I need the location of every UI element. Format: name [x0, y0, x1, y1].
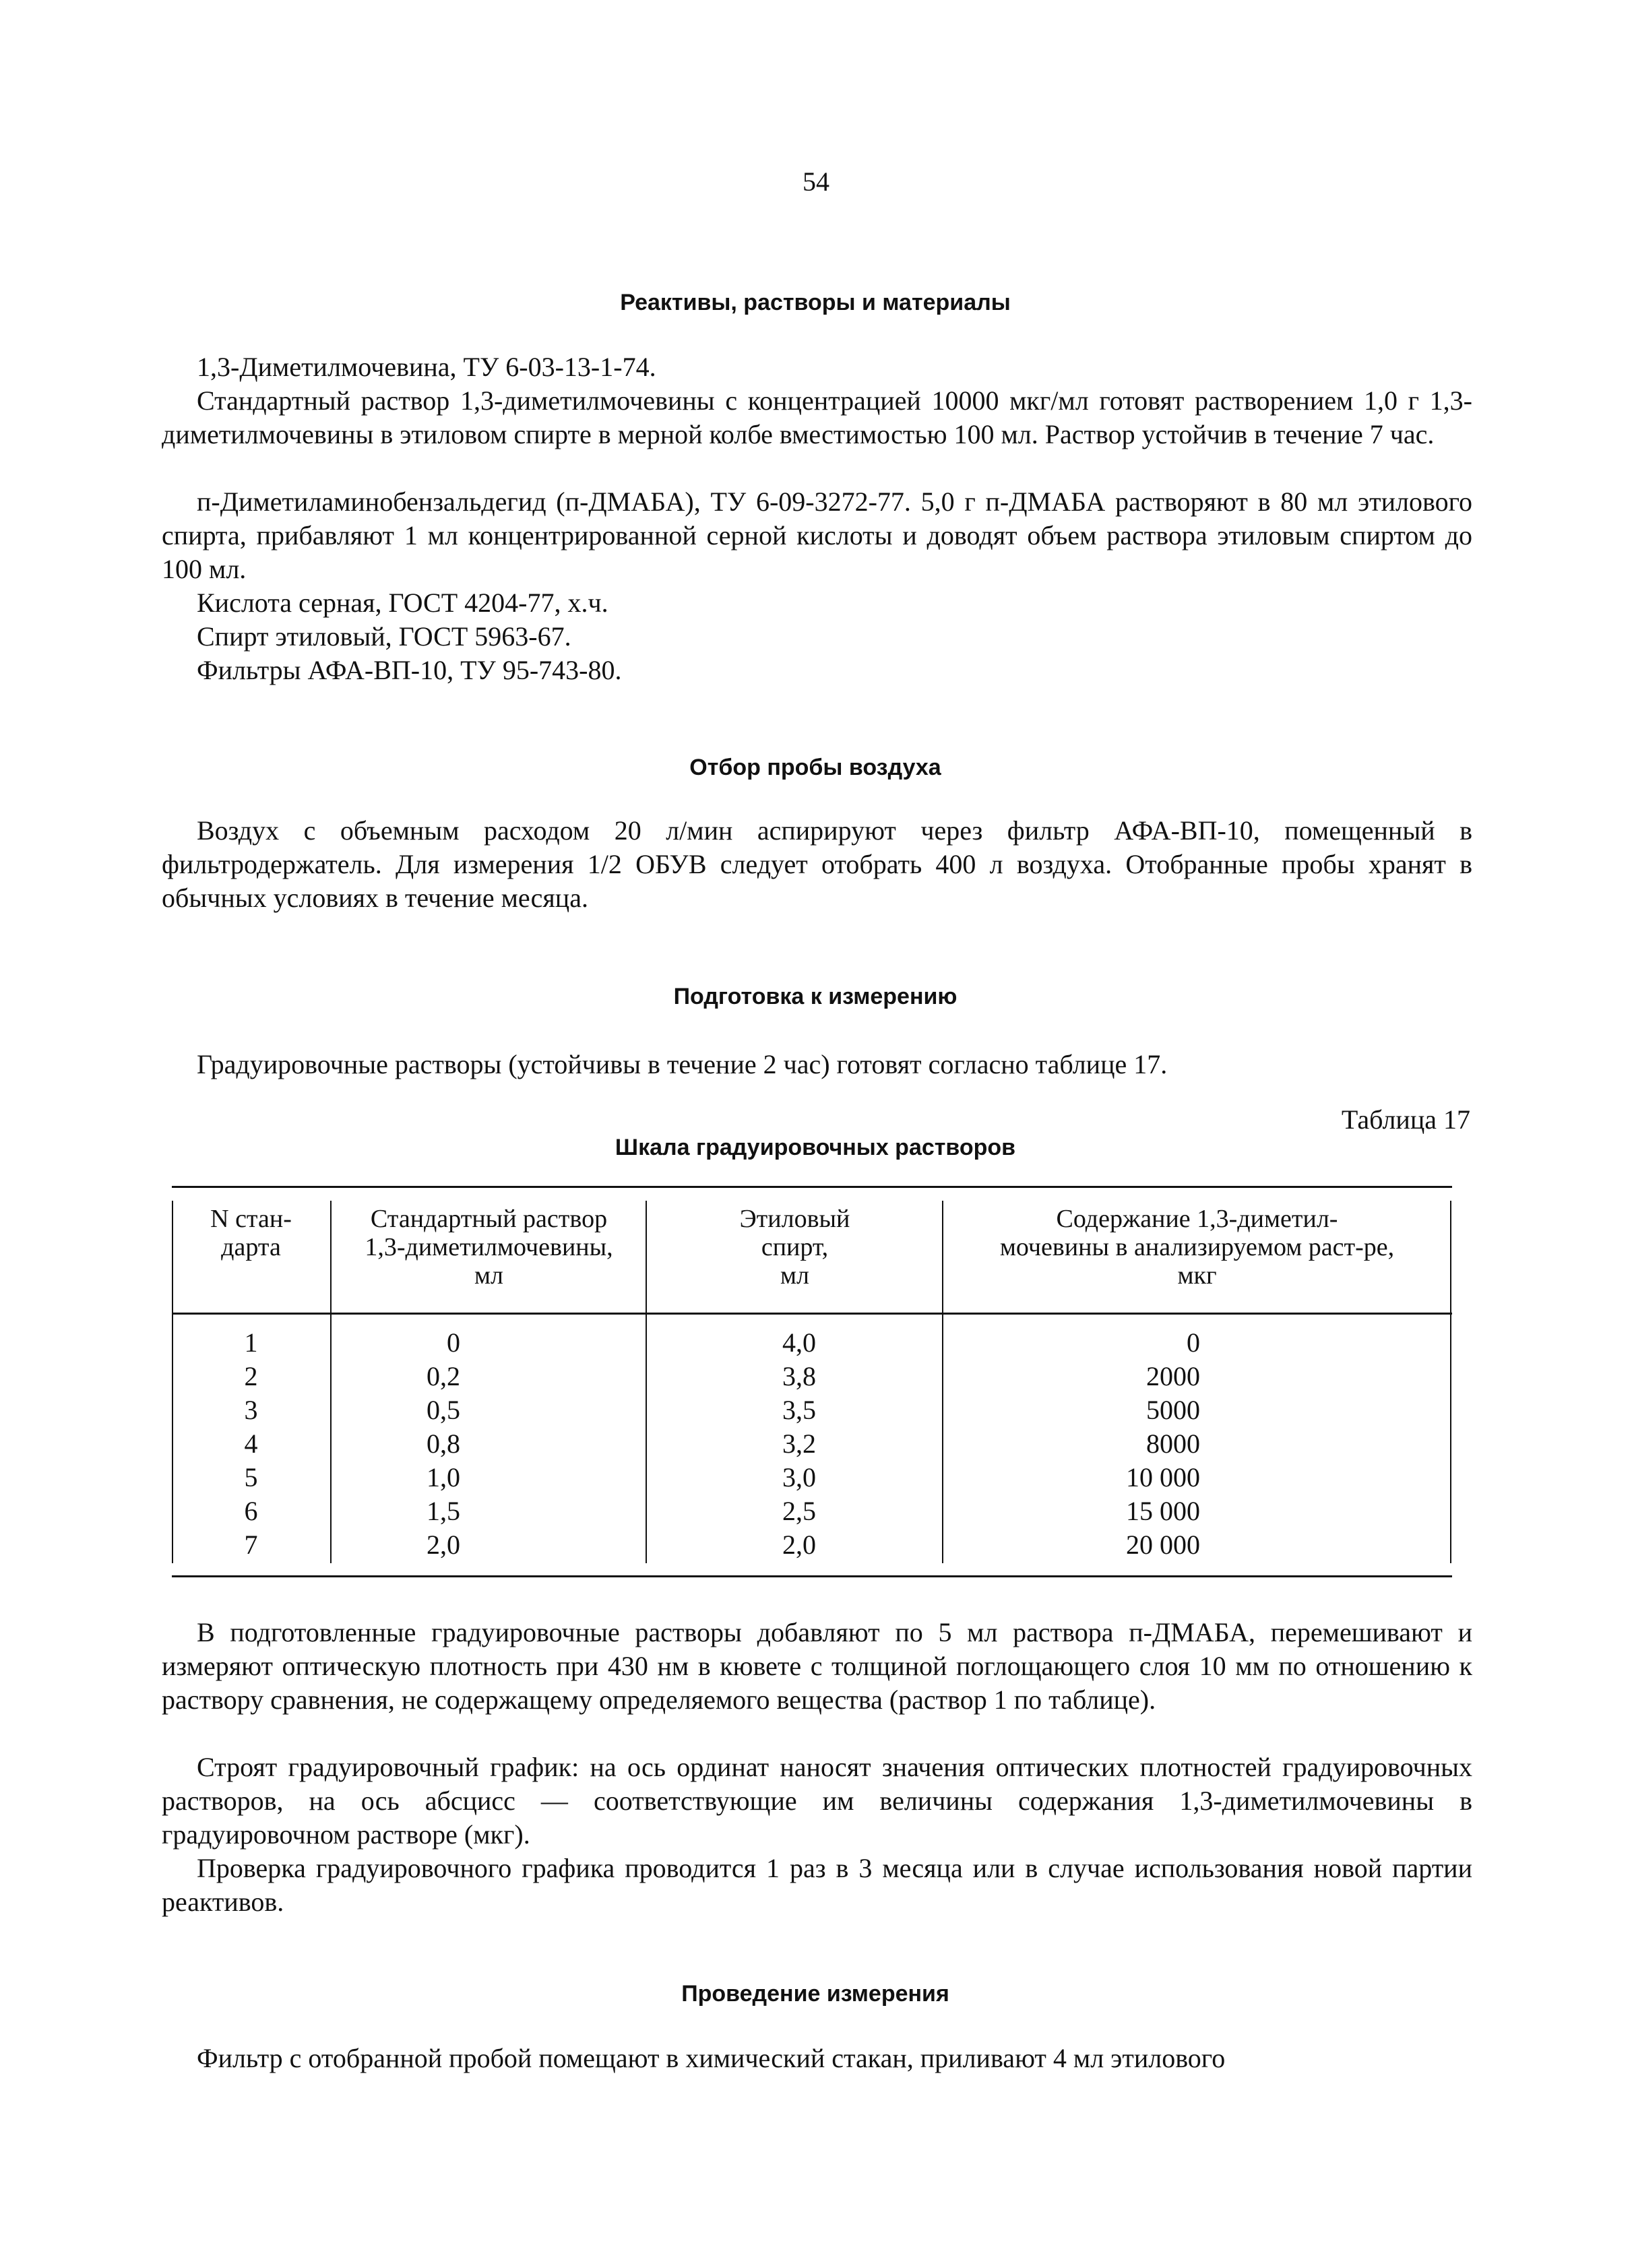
table-cell: 1 [244, 1327, 258, 1358]
table-cell: 0,8 [427, 1428, 460, 1459]
table-header-rule [172, 1313, 1452, 1315]
table-cell: 5 [244, 1462, 258, 1492]
preparation-paragraph: Градуировочные растворы (устойчивы в течение 2 час) готовят согласно таблице 17. [197, 1049, 1168, 1079]
table-cell: 5000 [1146, 1395, 1200, 1425]
table-header-cell: Содержание 1,3-диметил- мочевины в анализируемом раст-ре, мкг [999, 1205, 1395, 1290]
reagent-line: Кислота серная, ГОСТ 4204-77, х.ч. [197, 588, 608, 618]
reagent-line: 1,3-Диметилмочевина, ТУ 6-03-13-1-74. [197, 352, 656, 382]
table-header-cell: Этиловый спирт, мл [739, 1205, 850, 1290]
table-cell: 3,0 [782, 1462, 816, 1492]
table-cell: 2000 [1146, 1361, 1200, 1391]
table-title: Шкала градуировочных растворов [615, 1135, 1016, 1160]
table-header-cell: N стан- дарта [210, 1205, 292, 1261]
table-cell: 3 [244, 1395, 258, 1425]
table-border-right [1450, 1201, 1451, 1563]
table-divider [942, 1201, 943, 1563]
section-heading-measurement: Проведение измерения [681, 1981, 949, 2007]
table-bottom-rule [172, 1575, 1452, 1577]
table-cell: 1,0 [427, 1462, 460, 1492]
table-cell: 3,8 [782, 1361, 816, 1391]
table-cell: 3,5 [782, 1395, 816, 1425]
table-cell: 0,2 [427, 1361, 460, 1391]
reagent-paragraph: п-Диметиламинобензальдегид (п-ДМАБА), ТУ 6-09-3272-77. 5,0 г п-ДМАБА растворяют в 80 мл этилового спирта, прибавляют 1 мл концентрированной серной кислоты и доводят объем раствора этиловым спиртом до 100 мл. [162, 486, 1472, 584]
table-cell: 2 [244, 1361, 258, 1391]
procedure-paragraph: В подготовленные градуировочные растворы добавляют по 5 мл раствора п-ДМАБА, перемешивают и измеряют оптическую плотность при 430 нм в кювете с толщиной поглощающего слоя 10 мм по отношению к раствору сравнения, не содержащему определяемого вещества (раствор 1 по таблице). [162, 1617, 1472, 1715]
table-cell: 1,5 [427, 1496, 460, 1526]
table-label: Таблица 17 [1341, 1104, 1470, 1135]
table-cell: 2,0 [782, 1530, 816, 1560]
section-heading-reagents: Реактивы, растворы и материалы [620, 290, 1011, 315]
table-cell: 6 [244, 1496, 258, 1526]
table-cell: 3,2 [782, 1428, 816, 1459]
table-divider [646, 1201, 647, 1563]
table-divider [330, 1201, 332, 1563]
page-number: 54 [803, 166, 829, 197]
table-cell: 0,5 [427, 1395, 460, 1425]
table-cell: 15 000 [1126, 1496, 1200, 1526]
section-heading-preparation: Подготовка к измерению [673, 984, 958, 1009]
table-cell: 7 [244, 1530, 258, 1560]
table-cell: 0 [1187, 1327, 1200, 1358]
table-header-cell: Стандартный раствор 1,3-диметилмочевины, мл [365, 1205, 613, 1290]
table-cell: 2,5 [782, 1496, 816, 1526]
sampling-paragraph: Воздух с объемным расходом 20 л/мин аспирируют через фильтр АФА-ВП-10, помещенный в фильтродержатель. Для измерения 1/2 ОБУВ следует отобрать 400 л воздуха. Отобранные пробы хранят в обычных условиях в течение месяца. [162, 815, 1472, 913]
table-cell: 4,0 [782, 1327, 816, 1358]
reagent-line: Спирт этиловый, ГОСТ 5963-67. [197, 621, 571, 652]
procedure-paragraph: Строят градуировочный график: на ось ординат наносят значения оптических плотностей градуировочных растворов, на ось абсцисс — соответствующие им величины содержания 1,3-диметилмочевины в градуировочном растворе (мкг). [162, 1752, 1472, 1850]
table-cell: 20 000 [1126, 1530, 1200, 1560]
table-cell: 8000 [1146, 1428, 1200, 1459]
reagent-line: Фильтры АФА-ВП-10, ТУ 95-743-80. [197, 655, 622, 685]
procedure-paragraph: Проверка градуировочного графика проводится 1 раз в 3 месяца или в случае использования новой партии реактивов. [162, 1853, 1472, 1917]
measurement-paragraph: Фильтр с отобранной пробой помещают в химический стакан, приливают 4 мл этилового [197, 2043, 1226, 2073]
table-cell: 4 [244, 1428, 258, 1459]
reagent-paragraph: Стандартный раствор 1,3-диметилмочевины с концентрацией 10000 мкг/мл готовят растворением 1,0 г 1,3-диметилмочевины в этиловом спирте в мерной колбе вместимостью 100 мл. Раствор устойчив в течение 7 час. [162, 385, 1472, 449]
table-cell: 0 [447, 1327, 460, 1358]
section-heading-sampling: Отбор пробы воздуха [689, 755, 941, 780]
table-cell: 2,0 [427, 1530, 460, 1560]
table-cell: 10 000 [1126, 1462, 1200, 1492]
table-top-rule [172, 1186, 1452, 1188]
